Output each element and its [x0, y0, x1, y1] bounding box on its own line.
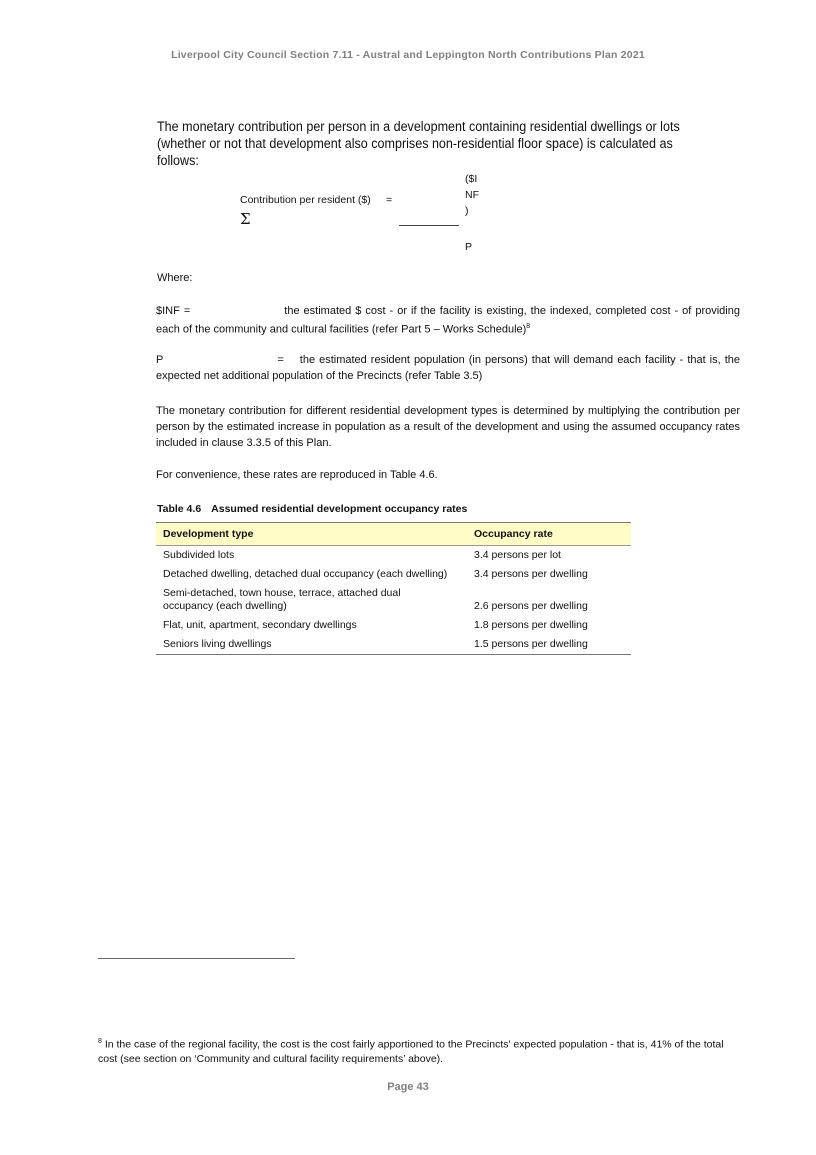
cell-rate: 1.5 persons per dwelling	[467, 635, 631, 655]
occupancy-table	[156, 522, 631, 655]
table-caption	[157, 503, 467, 515]
cell-type: Detached dwelling, detached dual occupancy (each dwelling)	[163, 568, 448, 580]
cell-type: Seniors living dwellings	[156, 635, 467, 655]
formula-equals: =	[386, 194, 393, 206]
formula-denominator: P	[465, 241, 473, 253]
cell-rate: 2.6 persons per dwelling	[474, 600, 588, 612]
table-row	[156, 616, 631, 635]
cell-type: Flat, unit, apartment, secondary dwellings	[163, 619, 357, 631]
convenience-paragraph: For convenience, these rates are reproduced in Table 4.6.	[156, 469, 438, 481]
footnote-text: In the case of the regional facility, the cost is the cost fairly apportioned to the Precincts' expected population - that is, 41% of the total cost (see section on ‘Community and cultural facility requirements’ above).	[98, 1038, 724, 1065]
header-occupancy-rate: Occupancy rate	[467, 523, 631, 546]
definition-p	[156, 352, 740, 384]
numerator-line-2: NF	[465, 189, 479, 201]
definition-p-term: P	[156, 354, 164, 366]
formula-numerator	[465, 171, 479, 219]
definition-p-eq: =	[277, 354, 284, 366]
table-row	[156, 565, 631, 584]
monetary-paragraph: The monetary contribution for different residential development types is determined by multiplying the contribution per person by the estimated increase in population as a result of the development and using the assumed occupancy rates included in clause 3.3.5 of this Plan.	[156, 405, 740, 449]
cell-type: Subdivided lots	[163, 549, 235, 561]
footnote-ref: 8	[526, 323, 531, 330]
footnote	[98, 1035, 740, 1066]
footnote-number: 8	[98, 1038, 102, 1045]
table-caption-title: Assumed residential development occupancy rates	[211, 503, 468, 515]
table-header-row	[156, 523, 631, 546]
cell-rate: 3.4 persons per dwelling	[474, 568, 588, 580]
sigma-symbol: Σ	[240, 210, 251, 228]
table-row	[156, 584, 631, 616]
footnote-separator	[98, 958, 295, 959]
numerator-line-3: )	[465, 205, 469, 217]
intro-paragraph: The monetary contribution per person in a development containing residential dwellings or lots (whether or not that development also comprises non-residential floor space) is calculated as follows:	[157, 119, 680, 168]
fraction-line	[399, 225, 459, 226]
numerator-line-1: ($I	[465, 173, 478, 185]
table-caption-number: Table 4.6	[157, 503, 202, 515]
header-development-type: Development type	[156, 523, 467, 546]
where-label: Where:	[157, 272, 193, 284]
definition-inf	[156, 303, 740, 338]
table-row	[156, 546, 631, 566]
running-header: Liverpool City Council Section 7.11 - Austral and Leppington North Contributions Plan 2021	[171, 49, 645, 61]
cell-rate: 3.4 persons per lot	[474, 549, 561, 561]
table-row	[156, 635, 631, 655]
definition-inf-text: the estimated $ cost - or if the facility is existing, the indexed, completed cost - of providing each of the community and cultural facilities (refer Part 5 – Works Schedule)	[156, 305, 740, 336]
cell-type: Semi-detached, town house, terrace, attached dual occupancy (each dwelling)	[163, 587, 401, 612]
cell-rate: 1.8 persons per dwelling	[474, 619, 588, 631]
definition-p-text: the estimated resident population (in persons) that will demand each facility - that is, the expected net additional population of the Precincts (refer Table 3.5)	[156, 354, 740, 382]
page-number: Page 43	[387, 1081, 429, 1093]
formula-label: Contribution per resident ($)	[240, 194, 371, 206]
definition-inf-term: $INF =	[156, 305, 191, 317]
